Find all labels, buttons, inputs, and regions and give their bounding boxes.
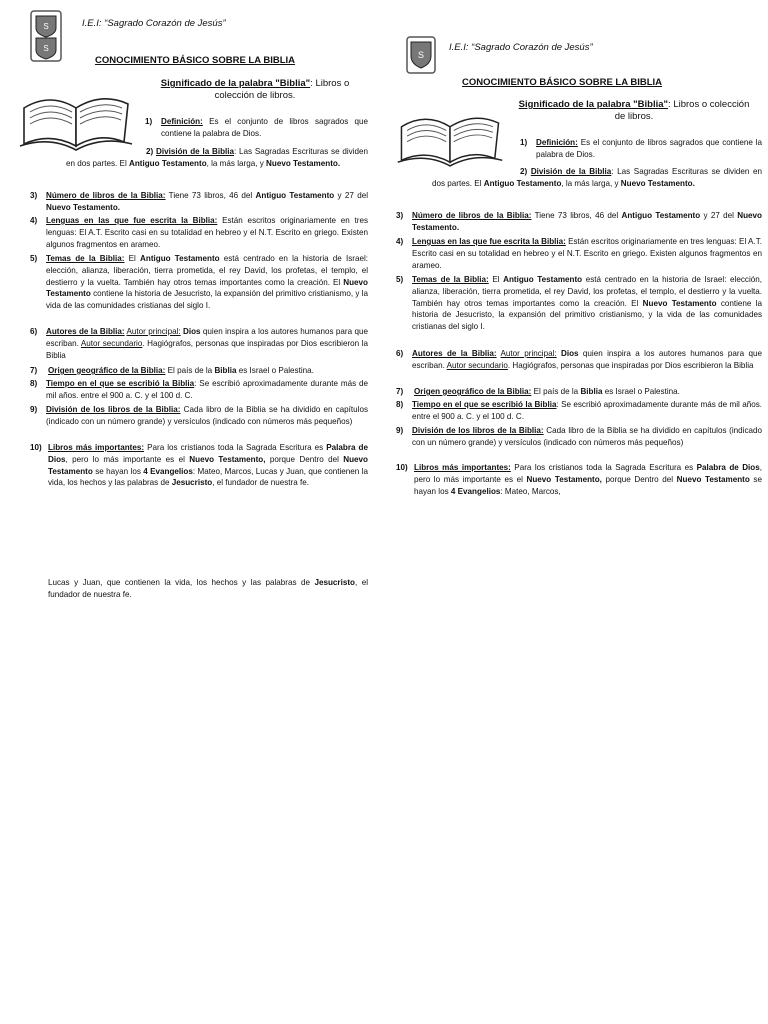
item-key: Origen geográfico de la Biblia:	[414, 387, 532, 396]
item-autores	[30, 326, 368, 361]
item-number: 9)	[30, 405, 38, 414]
item-bold: Antiguo Testamento	[129, 158, 207, 168]
item-text: El	[488, 275, 504, 284]
item-underline: Autor principal:	[126, 327, 181, 336]
item-number: 6)	[30, 327, 38, 336]
item-tiempo	[396, 399, 762, 423]
subtitle	[140, 78, 370, 102]
item-text: está centrado en la historia de Israel: elección, alianza, liberación, tierra prometida, el rey David, los profetas, el templo, el destierro y la vuelta. También hay otros temas importantes como la creación. El	[412, 275, 762, 308]
item-division-libros	[30, 404, 368, 428]
item-text: contiene la historia de Jesucristo, la expansión del primitivo cristianismo, y la vida de las comunidades cristianas del siglo I.	[412, 298, 763, 332]
item-key: Lenguas en las que fue escrita la Biblia:	[46, 216, 218, 225]
item-key: Tiempo en el que se escribió la Biblia	[412, 400, 557, 409]
school-name: I.E.I: “Sagrado Corazón de Jesús”	[449, 42, 593, 53]
open-book-icon	[394, 106, 506, 168]
item-numero	[30, 190, 368, 214]
item-key: División de la Biblia	[155, 147, 235, 156]
item-bold: Biblia	[580, 387, 603, 396]
item-key: División de los libros de la Biblia:	[412, 426, 544, 435]
item-text: Tiene 73 libros, 46 del	[165, 191, 256, 200]
item-number: 5)	[30, 254, 38, 263]
item-bold: Nuevo Testamento	[642, 298, 717, 308]
item-bold: Dios	[180, 327, 201, 336]
item-bold: Dios	[556, 349, 579, 358]
item-text: , la más larga, y	[206, 158, 267, 168]
item-key: Libros más importantes:	[48, 443, 145, 452]
item-text: Lucas y Juan, que contienen la vida, los hechos y las palabras de	[48, 578, 315, 587]
school-name: I.E.I: “Sagrado Corazón de Jesús”	[82, 18, 226, 29]
item-key: Autores de la Biblia:	[46, 327, 125, 336]
item-definicion	[520, 137, 762, 161]
item-bold: Antiguo Testamento	[621, 211, 701, 220]
item-text: , el fundador de nuestra fe.	[212, 478, 309, 488]
item-bold: Antiguo Testamento	[503, 275, 583, 284]
item-bold: Jesucristo	[171, 478, 213, 488]
item-number: 7)	[396, 387, 404, 396]
item-temas	[30, 253, 368, 312]
item-key: Origen geográfico de la Biblia:	[48, 366, 166, 375]
item-bold: Antiguo Testamento	[483, 178, 562, 188]
item-number: 4)	[30, 216, 38, 225]
item-key: Temas de la Biblia:	[46, 254, 125, 263]
svg-text:S: S	[43, 22, 49, 31]
item-bold: Nuevo Testamento	[676, 474, 750, 484]
item-text: , la más larga, y	[561, 178, 621, 188]
item-text: , pero lo más importante es el	[414, 463, 762, 484]
item-key: Lenguas en las que fue escrita la Biblia:	[412, 237, 566, 246]
item-bold: 4 Evangelios	[450, 486, 501, 496]
item-number: 8)	[30, 379, 38, 388]
item-key: Libros más importantes:	[414, 463, 511, 472]
item-bold: Palabra de Dios	[48, 443, 368, 464]
item-number: 5)	[396, 275, 404, 284]
item-bold: Biblia	[214, 366, 237, 375]
item-text: Es el conjunto de libros sagrados que contiene la palabra de Dios.	[536, 138, 762, 159]
item-lenguas	[396, 236, 762, 271]
item-text: , el fundador de nuestra fe.	[48, 578, 368, 599]
item-key: Autores de la Biblia:	[412, 349, 497, 358]
item-text: es Israel o Palestina.	[236, 366, 314, 375]
item-number: 4)	[396, 237, 404, 246]
item-text: Están escritos originariamente en tres lenguas: El A.T. Escrito casi en su totalidad en hebreo y el N.T. Escrito en griego. Existen algunos fragmentos en arameo.	[46, 216, 368, 249]
item-text: : Se escribió aproximadamente durante más de mil años. entre el 900 a. C. y el 100 d. C.	[46, 379, 368, 400]
item-bold: Nuevo Testamento.	[46, 202, 121, 212]
item-underline: Autor secundario	[446, 360, 508, 370]
item-text: El	[124, 254, 141, 263]
item-tiempo	[30, 378, 368, 402]
right-column	[384, 0, 768, 1024]
item-bold: Jesucristo	[314, 578, 355, 587]
item-origen	[396, 386, 762, 398]
item-key: Número de libros de la Biblia:	[46, 191, 166, 200]
subtitle	[514, 99, 754, 123]
item-text: Es el conjunto de libros sagrados que contiene la palabra de Dios.	[161, 117, 368, 138]
item-bold: Palabra de Dios	[696, 463, 760, 472]
item-key: Número de libros de la Biblia:	[412, 211, 532, 220]
item-text: Cada libro de la Biblia se ha dividido en capítulos (indicado con un número grande) y versículos (indicado con números más pequeños)	[412, 426, 763, 447]
item-origen	[30, 365, 368, 377]
item-bold: Antiguo Testamento	[255, 191, 335, 200]
item-text: está centrado en la historia de Israel: elección, alianza, liberación, tierra prometida, el rey David, los profetas, el templo, el destierro y la vuelta. También hay otros temas importantes como la creación. El	[46, 254, 369, 287]
item-autores	[396, 348, 762, 372]
item-text: : Se escribió aproximadamente durante más de mil años. entre el 900 a. C. y el 100 d. C.	[412, 400, 762, 421]
svg-text:S: S	[417, 50, 425, 60]
item-bold: Nuevo Testamento,	[526, 474, 602, 484]
item-number: 10)	[396, 463, 408, 472]
item-definicion	[145, 116, 368, 140]
svg-text:S: S	[43, 44, 49, 53]
item-key: Temas de la Biblia:	[412, 275, 489, 284]
item-text: quien inspira a los autores humanos para que escriban.	[46, 327, 368, 348]
item-text: Tiene 73 libros, 46 del	[531, 211, 622, 220]
item-text: y 27 del	[700, 211, 738, 220]
item-underline: Autor principal:	[500, 349, 557, 358]
item-key: División de los libros de la Biblia:	[46, 405, 181, 414]
subtitle-text: : Libros o colección de libros.	[614, 99, 750, 122]
item-text: El país de la	[165, 366, 215, 375]
item-libros-importantes	[30, 442, 368, 489]
item-key: Tiempo en el que se escribió la Biblia	[46, 379, 195, 388]
item-bold: Antiguo Testamento	[140, 254, 220, 263]
subtitle-label: Significado de la palabra "Biblia"	[160, 78, 311, 89]
item-text: , pero lo más importante es el	[65, 454, 190, 464]
item-text: Para los cristianos toda la Sagrada Escritura es	[144, 443, 327, 452]
item-bold: Nuevo Testamento	[48, 454, 368, 476]
item-text: . Hagiógrafos, personas que inspiradas por Dios escribieron la Biblia	[46, 338, 368, 360]
item-division	[432, 166, 762, 190]
item-number: 1)	[520, 138, 528, 147]
continuation-text	[48, 577, 368, 601]
item-number: 9)	[396, 426, 404, 435]
open-book-icon	[16, 86, 136, 152]
item-bold: Nuevo Testamento.	[620, 178, 695, 188]
item-key: Definición:	[536, 138, 578, 147]
page-title: CONOCIMIENTO BÁSICO SOBRE LA BIBLIA	[95, 55, 296, 66]
item-text: : Las Sagradas Escrituras se dividen en dos partes. El	[432, 167, 763, 188]
item-number: 8)	[396, 400, 404, 409]
item-division	[66, 146, 368, 170]
item-text: y 27 del	[334, 191, 368, 200]
item-number: 10)	[30, 443, 42, 452]
item-text: : Las Sagradas Escrituras se dividen en dos partes. El	[66, 147, 368, 168]
item-text: quien inspira a los autores humanos para que escriban.	[412, 349, 762, 370]
item-libros-importantes	[396, 462, 762, 497]
item-bold: Nuevo Testamento.	[412, 211, 763, 232]
item-text: porque Dentro del	[601, 474, 677, 484]
item-key: Definición:	[161, 117, 203, 126]
item-division-libros	[396, 425, 762, 449]
item-bold: Nuevo Testamento	[46, 277, 368, 299]
item-number: 2)	[146, 147, 154, 156]
item-text: Cada libro de la Biblia se ha dividido en capítulos (indicado con un número grande) y versículos (indicado con números más pequeños)	[46, 405, 369, 426]
item-text: se hayan los	[414, 474, 762, 496]
item-bold: 4 Evangelios	[143, 466, 193, 476]
item-text: . Hagiógrafos, personas que inspiradas por Dios escribieron la Biblia	[507, 360, 754, 370]
item-lenguas	[30, 215, 368, 250]
item-number: 2)	[520, 167, 528, 176]
item-text: Para los cristianos toda la Sagrada Escritura es	[510, 463, 697, 472]
item-numero	[396, 210, 762, 234]
item-text: : Mateo, Marcos, Lucas y Juan, que contienen la vida, los hechos y las palabras de	[48, 466, 368, 488]
item-text: contiene la historia de Jesucristo, la expansión del primitivo cristianismo, y la vida de las comunidades cristianas del siglo I.	[46, 289, 368, 311]
item-text: porque Dentro del	[265, 454, 344, 464]
item-text: es Israel o Palestina.	[602, 387, 680, 396]
item-number: 3)	[396, 211, 404, 220]
item-number: 7)	[30, 366, 38, 375]
item-number: 3)	[30, 191, 38, 200]
item-temas	[396, 274, 762, 333]
page-title: CONOCIMIENTO BÁSICO SOBRE LA BIBLIA	[462, 77, 663, 88]
subtitle-label: Significado de la palabra "Biblia"	[518, 99, 669, 110]
school-shield-icon	[406, 36, 436, 74]
item-text: Están escritos originariamente en tres lenguas: El A.T. Escrito casi en su totalidad en hebreo y el N.T. Escrito en griego. Existen algunos fragmentos en arameo.	[412, 237, 762, 270]
item-number: 6)	[396, 349, 404, 358]
school-shield-icon	[30, 10, 62, 62]
item-key: División de la Biblia	[530, 167, 612, 176]
item-text: se hayan los	[92, 466, 144, 476]
item-number: 1)	[145, 117, 153, 126]
subtitle-text: : Libros o colección de libros.	[214, 78, 350, 101]
item-text: : Mateo, Marcos,	[500, 486, 561, 496]
item-bold: Nuevo Testamento,	[189, 454, 266, 464]
item-text: El país de la	[531, 387, 581, 396]
item-bold: Nuevo Testamento.	[266, 158, 341, 168]
item-underline: Autor secundario	[80, 338, 143, 348]
